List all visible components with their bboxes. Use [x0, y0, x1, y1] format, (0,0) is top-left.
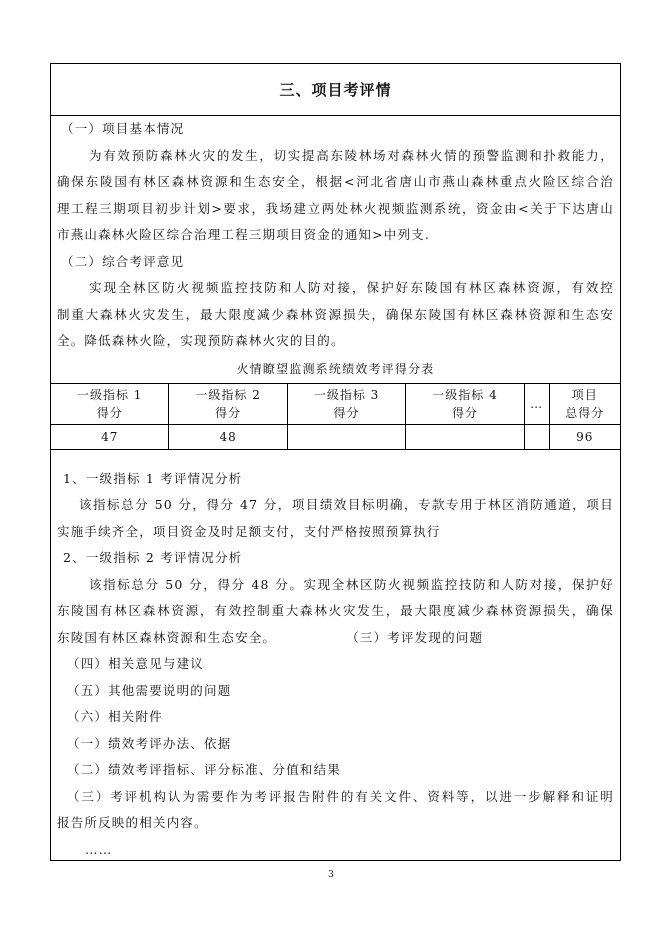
analysis2-line: 东陵国有林区森林资源，有效控制重大森林火灾发生，最大限度减少森林资源损失，确保: [57, 603, 614, 618]
score-table: [50, 383, 621, 450]
section1-heading: （一）项目基本情况: [61, 121, 185, 136]
section2-line: 全。降低森林火险，实现预防森林火灾的目的。: [57, 333, 345, 348]
attachment3-line: （三）考评机构认为需要作为考评报告附件的有关文件、资料等，以进一步解释和证明: [67, 788, 614, 804]
attachment1-heading: （一）绩效考评办法、依据: [67, 735, 232, 751]
section1-line: 市燕山森林火险区综合治理工程三期项目资金的通知>中列支.: [57, 227, 431, 242]
table-value-row: [51, 424, 621, 449]
analysis2-heading: 2、一级指标 2 考评情况分析: [63, 550, 243, 565]
page-title: 三、项目考评情: [279, 81, 392, 99]
analysis2-line: 东陵国有林区森林资源和生态安全。 （三）考评发现的问题: [57, 629, 484, 645]
title-row: [51, 64, 620, 116]
section1-line: 理工程三期项目初步计划>要求，我场建立两处林火视频监测系统，资金由<关于下达唐山: [57, 200, 614, 216]
header-cell: 项目 总得分: [549, 383, 620, 424]
header-cell: 一级指标 1 得分: [51, 383, 169, 424]
section2-line: 实现全林区防火视频监控技防和人防对接，保护好东陵国有林区森林资源，有效控: [89, 280, 614, 295]
analysis1-heading: 1、一级指标 1 考评情况分析: [63, 470, 243, 486]
report-frame: [50, 63, 621, 861]
value-cell: 96: [549, 424, 620, 449]
header-cell: …: [524, 383, 549, 424]
value-cell: [406, 424, 524, 449]
section3-heading: （三）考评发现的问题: [346, 629, 484, 645]
section1-line: 为有效预防森林火灾的发生，切实提高东陵林场对森林火情的预警监测和扑救能力，: [89, 147, 614, 163]
attachment3-line: 报告所反映的相关内容。: [57, 815, 208, 830]
ellipsis: ……: [85, 841, 113, 857]
header-cell: 一级指标 2 得分: [169, 383, 287, 424]
section2-heading: （二）综合考评意见: [61, 253, 185, 269]
table-caption: 火情瞭望监测系统绩效考评得分表: [236, 361, 435, 376]
section1-line: 确保东陵国有林区森林资源和生态安全，根据<河北省唐山市燕山森林重点火险区综合治: [57, 174, 614, 189]
attachment2-heading: （二）绩效考评指标、评分标准、分值和结果: [67, 762, 342, 777]
analysis1-line: 实施手续齐全，项目资金及时足额支付，支付严格按照预算执行: [57, 523, 441, 539]
section6-heading: （六）相关附件: [67, 709, 163, 724]
value-cell: [287, 424, 405, 449]
value-cell: 47: [51, 424, 169, 449]
section4-heading: （四）相关意见与建议: [67, 656, 205, 671]
analysis1-line: 该指标总分 50 分，得分 47 分，项目绩效目标明确，专款专用于林区消防通道，项目: [79, 497, 614, 512]
section5-heading: （五）其他需要说明的问题: [67, 682, 232, 698]
value-cell: [524, 424, 549, 449]
header-cell: 一级指标 4 得分: [406, 383, 524, 424]
page-number: 3: [328, 870, 334, 880]
value-cell: 48: [169, 424, 287, 449]
report-content: [51, 116, 620, 863]
header-cell: 一级指标 3 得分: [287, 383, 405, 424]
section2-line: 制重大森林火灾发生，最大限度减少森林资源损失，确保东陵国有林区森林资源和生态安: [57, 306, 614, 322]
table-header-row: [51, 383, 621, 424]
analysis2-line: 该指标总分 50 分，得分 48 分。实现全林区防火视频监控技防和人防对接，保护好: [89, 576, 614, 592]
